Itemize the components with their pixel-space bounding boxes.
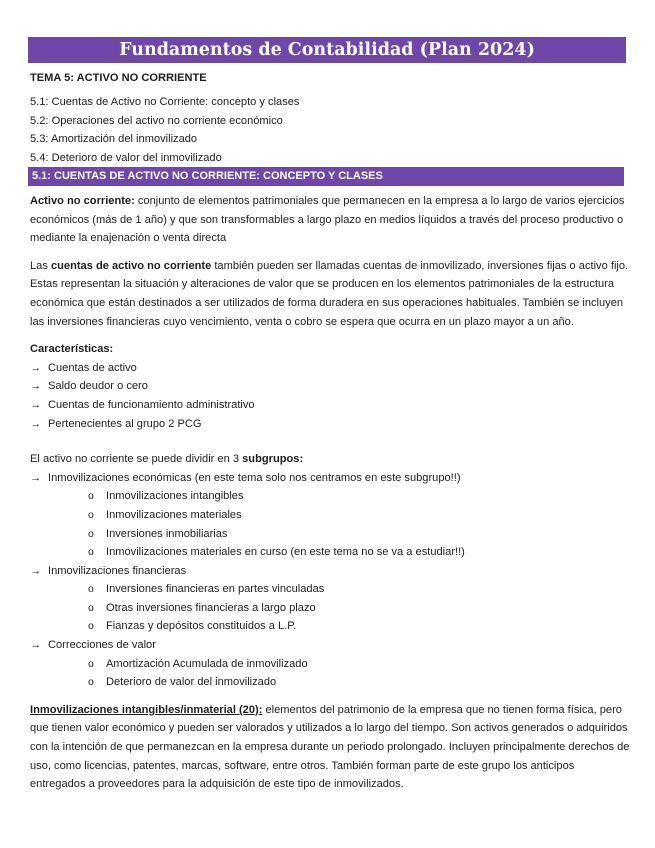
table-of-contents [30,93,630,167]
sub-list [48,487,630,561]
caracteristicas-list [30,359,630,433]
term-activo-no-corriente: Activo no corriente: [30,195,135,207]
sub-list-item: o Otras inversiones financieras a largo plazo [88,599,630,618]
group-label: Inmovilizaciones económicas (en este tema solo nos centramos en este subgrupo!!) [48,471,461,484]
group-label: Correcciones de valor [48,639,156,652]
document-title: Fundamentos de Contabilidad (Plan 2024) [28,37,626,63]
paragraph-cuentas [30,257,630,331]
sub-list-item: o Inversiones inmobiliarias [88,525,630,544]
list-item [30,469,630,562]
sub-list-item: o Inmovilizaciones materiales en curso (en este tema no se va a estudiar!!) [88,543,630,562]
list-item: → Pertenecientes al grupo 2 PCG [30,415,630,434]
paragraph-prefix: Las [30,259,51,272]
caracteristicas-heading: Características: [30,343,114,356]
list-item: → Saldo deudor o cero [30,377,630,396]
subgrupos-intro [30,450,630,469]
paragraph-intangibles [30,701,630,794]
paragraph-activo-no-corriente [30,192,630,248]
subgrupos-list [30,469,630,692]
sub-list [48,655,630,692]
sub-list-item: o Fianzas y depósitos constituidos a L.P. [88,617,630,636]
group-label: Inmovilizaciones financieras [48,564,187,577]
term-intangibles: Inmovilizaciones intangibles/inmaterial (20): [30,703,263,716]
sub-list-item: o Inversiones financieras en partes vinculadas [88,580,630,599]
list-item [30,636,630,692]
sub-list [48,580,630,636]
intro-bold: subgrupos: [242,453,304,466]
definition-text: conjunto de elementos patrimoniales que permanecen en la empresa a lo largo de varios ejercicios económicos (más de 1 año) y que son transformables a largo plazo en medios líquidos a través del proceso productivo o mediante la enajenación o venta directa [30,195,625,245]
sub-list-item: o Inmovilizaciones intangibles [88,487,630,506]
tema-heading: TEMA 5: ACTIVO NO CORRIENTE [30,72,207,84]
toc-item: 5.1: Cuentas de Activo no Corriente: concepto y clases [30,96,300,108]
toc-item: 5.4: Deterioro de valor del inmovilizado [30,151,222,164]
toc-item: 5.3: Amortización del inmovilizado [30,133,198,145]
sub-list-item: o Inmovilizaciones materiales [88,506,630,525]
paragraph-text: elementos del patrimonio de la empresa que no tienen forma física, pero que tienen valor económico y pueden ser valorados y utilizados a lo largo del tiempo. Son activos generados o adquiridos con la intención de que permanezcan en la empresa durante un periodo prolongado. Incluyen principalmente derechos de uso, como licencias, patentes, marcas, software, entre otros. También forman parte de este grupo los anticipos entregados a proveedores para la adquisición de este tipo de inmovilizados. [30,703,630,791]
document-body [30,67,630,803]
section-heading: 5.1: CUENTAS DE ACTIVO NO CORRIENTE: CONCEPTO Y CLASES [28,167,624,186]
sub-list-item: o Amortización Acumulada de inmovilizado [88,655,630,674]
list-item: → Cuentas de funcionamiento administrativo [30,396,630,415]
list-item: → Cuentas de activo [30,359,630,378]
intro-text: El activo no corriente se puede dividir en 3 [30,453,243,466]
paragraph-text: también pueden ser llamadas cuentas de inmovilizado, inversiones fijas o activo fijo. Estas representan la situación y alteraciones de valor que se producen en los elementos patrimoniales de la estructura económica que están destinados a ser utilizados de forma duradera en sus operaciones habituales. También se incluyen las inversiones financieras cuyo vencimiento, venta o cobro se espera que ocurra en un plazo mayor a un año. [30,259,629,328]
toc-item: 5.2: Operaciones del activo no corriente económico [30,114,283,127]
term-cuentas-activo: cuentas de activo no corriente [50,259,212,272]
list-item [30,562,630,636]
sub-list-item: o Deterioro de valor del inmovilizado [88,673,630,692]
